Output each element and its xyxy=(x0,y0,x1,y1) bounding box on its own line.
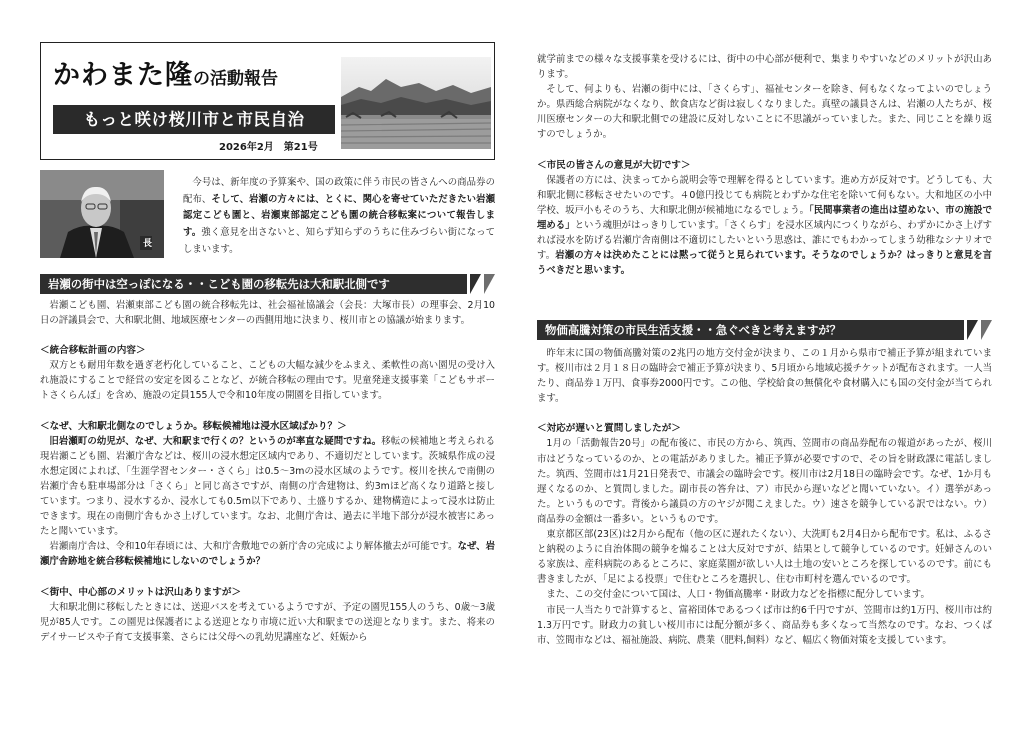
paragraph: 双方とも耐用年数を過ぎ老朽化していること、こどもの大幅な減少をふまえ、柔軟性の高い園児の受け入れ施設にすることで経営の安定を図ることなど、が統合移転の理由です。児童発達支援事業「こどもサポートさくらんぼ」を含め、施設の定員155人で令和10年度の開園を目指しています。 xyxy=(40,360,495,402)
paragraph: 移転の候補地と考えられる現岩瀬こども園、岩瀬庁舎などは、桜川の浸水想定区域内であり、不適切だとしています。茨城県作成の浸水想定図によれば、「生涯学習センター・さくら」は0.5〜3mの浸水区域のようです。桜川を挟んで南側の岩瀬庁舎も駐車場部分は「さくら」と同じ高さですが、南側の庁舎建物は、約3mほど高くなり道路と接しています。つまり、浸水するか、浸水しても0.5m以下であり、土盛りするか、建物構造によって浸水は防止できます。現在の南側庁舎もかさ上げしています。なお、北側庁舎は、過去に半地下部分が浸水被害にあったと聞いています。 xyxy=(40,435,495,538)
section-header-text: 物価高騰対策の市民生活支援・・急ぐべきと考えますが？ xyxy=(545,323,842,337)
subheading: ＜街中、中心部のメリットは沢山ありますが＞ xyxy=(40,586,242,598)
paragraph: 1月の「活動報告20号」の配布後に、市民の方から、筑西、笠間市の商品券配布の報道があったが、桜川市はどうなっているのか、との電話がありました。補正予算が必要ですので、その旨を財政課に電話しました。筑西、笠間市は1月21日発表で、市議会の臨時会です。桜川市は2月18日の臨時会です。なぜ、1か月も遅くなるのか、と質問しました。副市長の答弁は、ア）市民から遅いなどと聞いていない。イ）選挙があった。というものです。背後から議員の方のヤジが聞こえました。ウ）速さを競争している訳ではない。ウ）商品券の金額は一番多い。というものです。 xyxy=(537,438,992,525)
paragraph-bold: なぜ、岩瀬庁舎跡地を統合移転候補地にしないのでしょうか？ xyxy=(40,541,496,568)
paragraph: 岩瀬南庁舎は、令和10年春頃には、大和庁舎敷地での新庁舎の完成により解体撤去が可能です。 xyxy=(49,541,458,553)
paragraph: 市民一人当たりで計算すると、富裕団体であるつくば市は約6千円ですが、笠間市は約1万円、桜川市は約1.3万円です。財政力の貧しい桜川市には配分額が多く、商品券も多くなって当然なのです。なお、つくば市、笠間市などは、福祉施設、病院、農業（肥料,飼料）など、幅広く物価対策を支援しています。 xyxy=(537,604,992,646)
paragraph: 岩瀬こども園、岩瀬東部こども園の統合移転先は、社会福祉協議会（会長：大塚市長）の理事会、2月10日の評議員会で、大和駅北側、地域医療センターの西側用地に決まり、桜川市との協議が始まります。 xyxy=(40,300,495,327)
title-suffix: の活動報告 xyxy=(193,69,278,89)
portrait-badge: 長 xyxy=(143,239,153,249)
paragraph: そして、何よりも、岩瀬の街中には、「さくらす」、福祉センターを除き、何もなくなってよいのでしょうか。県西総合病院がなくなり、飲食店など街は寂しくなりました。真壁の議員さんは、岩瀬の人たちが、桜川医療センターの大和駅北側での建設に反対しないことに不思議がっていました。また、同じことを繰り返すのでしょうか。 xyxy=(537,84,992,141)
subheading: ＜統合移転計画の内容＞ xyxy=(40,345,146,357)
newsletter-subtitle: もっと咲け桜川市と市民自治 xyxy=(53,105,335,134)
landscape-photo xyxy=(341,57,491,149)
paragraph: という魂胆がはっきりしています。「さくらす」を浸水区域内につくりながら、わずかにかさ上げすれば浸水を防げる岩瀬庁舎南側は不適切にしたいという思惑は、誰にでもわかってしまう幼稚なシナリオです。 xyxy=(537,219,992,262)
subheading: ＜市民の皆さんの意見が大切です＞ xyxy=(537,159,691,171)
paragraph: 東京都区部(23区)は2月から配布（他の区に遅れたくない）、大洗町も2月4日から配布です。私は、ふるさと納税のように自治体間の競争を煽ることは大反対ですが、結果として競争しているのです。妊婦さんのいる家族は、産科病院のあるところに、家庭菜園が欲しい人は土地の安いところを探しているのです。前にも書きましたが、「足による投票」で住むところを選択し、住む市町村を選んでいるのです。 xyxy=(537,529,992,586)
intro-text-tail: 強く意見を出さないと、知らず知らずのうちに住みづらい街になってしまいます。 xyxy=(183,227,495,255)
paragraph: 大和駅北側に移転したときには、送迎バスを考えているようですが、予定の園児155人のうち、0歳〜3歳児が85人です。この園児は保護者による送迎となり市境に近い大和駅までの送迎となります。また、将来のデイサービスや子育て支援事業、さらには父母への乳幼児講座など、妊娠から xyxy=(40,601,495,643)
issue-date: 2026年2月 第21号 xyxy=(219,142,318,153)
paragraph: 昨年末に国の物価高騰対策の2兆円の地方交付金が決まり、この１月から県市で補正予算が組まれています。桜川市は２月１８日の臨時会で補正予算が決まり、5月頃から地域応援チケットが配布されます。一人当たり、商品券１万円、食事券2000円です。この他、学校給食の無償化や食材購入にも国の交付金が当てられます。 xyxy=(537,348,992,405)
paragraph: 保護者の方には、決まってから説明会等で理解を得るとしています。進め方が反対です。どうしても、大和駅北側に移転させたいのです。４0億円投じても病院とわずかな住宅を除いて何もない。大和地区の小中学校、坂戸小もそのうち、大和駅北側が候補地になるでしょう。 xyxy=(537,174,992,216)
paragraph-bold: 旧岩瀬町の幼児が、なぜ、大和駅まで行くの？というのが率直な疑問ですね。 xyxy=(49,435,382,447)
intro-text-bold: そして、岩瀬の方々には、とくに、関心を寄せていただきたい岩瀬認定こども園と、岩瀬東部認定こども園の統合移転案について報告します。 xyxy=(183,193,495,239)
section-header-kodomoen xyxy=(40,274,495,294)
section-header-price-support xyxy=(537,320,992,340)
paragraph-bold: 岩瀬の方々は決めたことには黙って従うと見られています。そうなのでしょうか？はっきりと意見を言うべきだと思います。 xyxy=(537,250,992,277)
subheading: ＜対応が遅いと質問しましたが＞ xyxy=(537,423,681,435)
title-main: かわまた隆 xyxy=(53,60,193,91)
author-portrait xyxy=(40,170,164,258)
intro-paragraph xyxy=(183,175,495,259)
masthead xyxy=(40,42,495,160)
section-header-text: 岩瀬の街中は空っぽになる・・こども園の移転先は大和駅北側です xyxy=(48,277,390,291)
paragraph: 就学前までの様々な支援事業を受けるには、街中の中心部が便利で、集まりやすいなどのメリットが沢山あります。 xyxy=(537,54,992,81)
subheading: ＜なぜ、大和駅北側なのでしょうか。移転候補地は浸水区域ばかり？＞ xyxy=(40,420,347,432)
paragraph: また、この交付金について国は、人口・物価高騰率・財政力などを指標に配分しています。 xyxy=(546,589,930,601)
left-column-body xyxy=(40,298,495,645)
right-column-body xyxy=(537,346,992,648)
intro-text: 今号は、新年度の予算案や、国の政策に伴う市民の皆さんへの商品券の配布、 xyxy=(183,177,495,205)
right-column-top xyxy=(537,52,992,278)
paragraph-bold: 「民間事業者の進出は望めない、市の施設で埋める」 xyxy=(537,204,992,231)
newsletter-title xyxy=(53,53,278,92)
